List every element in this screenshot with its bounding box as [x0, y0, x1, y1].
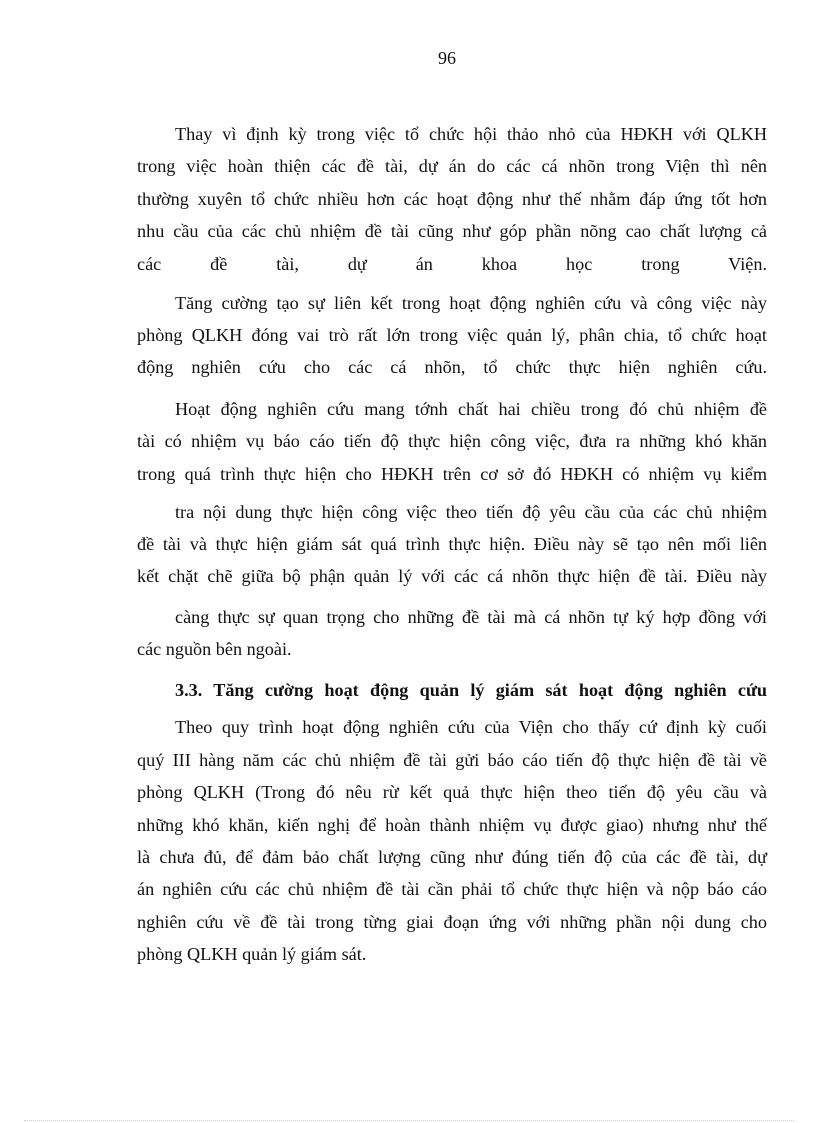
text-line: tài có nhiệm vụ báo cáo tiến độ thực hiện công việc, đưa ra những khó khăn	[137, 431, 767, 451]
text-line: nghiên cứu về đề tài trong từng giai đoạn ứng với những phần nội dung cho	[137, 912, 767, 932]
text-line: Theo quy trình hoạt động nghiên cứu của Viện cho thấy cứ định kỳ cuối	[175, 717, 767, 737]
text-line: càng thực sự quan trọng cho những đề tài mà cá nhõn tự ký hợp đồng với	[175, 607, 767, 627]
text-line: tra nội dung thực hiện công việc theo tiến độ yêu cầu của các chủ nhiệm	[175, 502, 767, 522]
text-line: quý III hàng năm các chủ nhiệm đề tài gửi báo cáo tiến độ thực hiện đề tài về	[137, 750, 767, 770]
text-line: Thay vì định kỳ trong việc tổ chức hội thảo nhỏ của HĐKH với QLKH	[175, 124, 767, 144]
text-line: phòng QLKH đóng vai trò rất lớn trong việc quản lý, phân chia, tổ chức hoạt	[137, 325, 767, 345]
text-line: động nghiên cứu cho các cá nhõn, tổ chức thực hiện nghiên cứu.	[137, 357, 767, 377]
text-line: đề tài và thực hiện giám sát quá trình thực hiện. Điều này sẽ tạo nên mối liên	[137, 534, 767, 554]
page-number: 96	[438, 48, 456, 68]
section-heading: 3.3. Tăng cường hoạt động quản lý giám sát hoạt động nghiên cứu	[175, 680, 767, 700]
text-line: thường xuyên tổ chức nhiều hơn các hoạt động như thế nhằm đáp ứng tốt hơn	[137, 189, 767, 209]
text-line: các đề tài, dự án khoa học trong Viện.	[137, 254, 767, 274]
text-line: kết chặt chẽ giữa bộ phận quản lý với các cá nhõn thực hiện đề tài. Điều này	[137, 566, 767, 586]
text-line: trong việc hoàn thiện các đề tài, dự án do các cá nhõn trong Viện thì nên	[137, 156, 767, 176]
page-bottom-divider	[24, 1120, 794, 1121]
text-line: Tăng cường tạo sự liên kết trong hoạt động nghiên cứu và công việc này	[175, 293, 767, 313]
text-line: các nguồn bên ngoài.	[137, 639, 292, 659]
text-line: phòng QLKH quản lý giám sát.	[137, 944, 367, 964]
text-line: Hoạt động nghiên cứu mang tớnh chất hai chiều trong đó chủ nhiệm đề	[175, 399, 767, 419]
text-line: những khó khăn, kiến nghị để hoàn thành nhiệm vụ được giao) nhưng như thế	[137, 815, 767, 835]
text-line: nhu cầu của các chủ nhiệm đề tài cũng như góp phần nõng cao chất lượng cả	[137, 221, 767, 241]
text-line: trong quá trình thực hiện cho HĐKH trên cơ sở đó HĐKH có nhiệm vụ kiểm	[137, 464, 767, 484]
text-line: phòng QLKH (Trong đó nêu rừ kết quả thực hiện theo tiến độ yêu cầu và	[137, 782, 767, 802]
text-line: án nghiên cứu các chủ nhiệm đề tài cần phải tổ chức thực hiện và nộp báo cáo	[137, 879, 767, 899]
text-line: là chưa đủ, để đảm bảo chất lượng cũng như đúng tiến độ của các đề tài, dự	[137, 847, 767, 867]
